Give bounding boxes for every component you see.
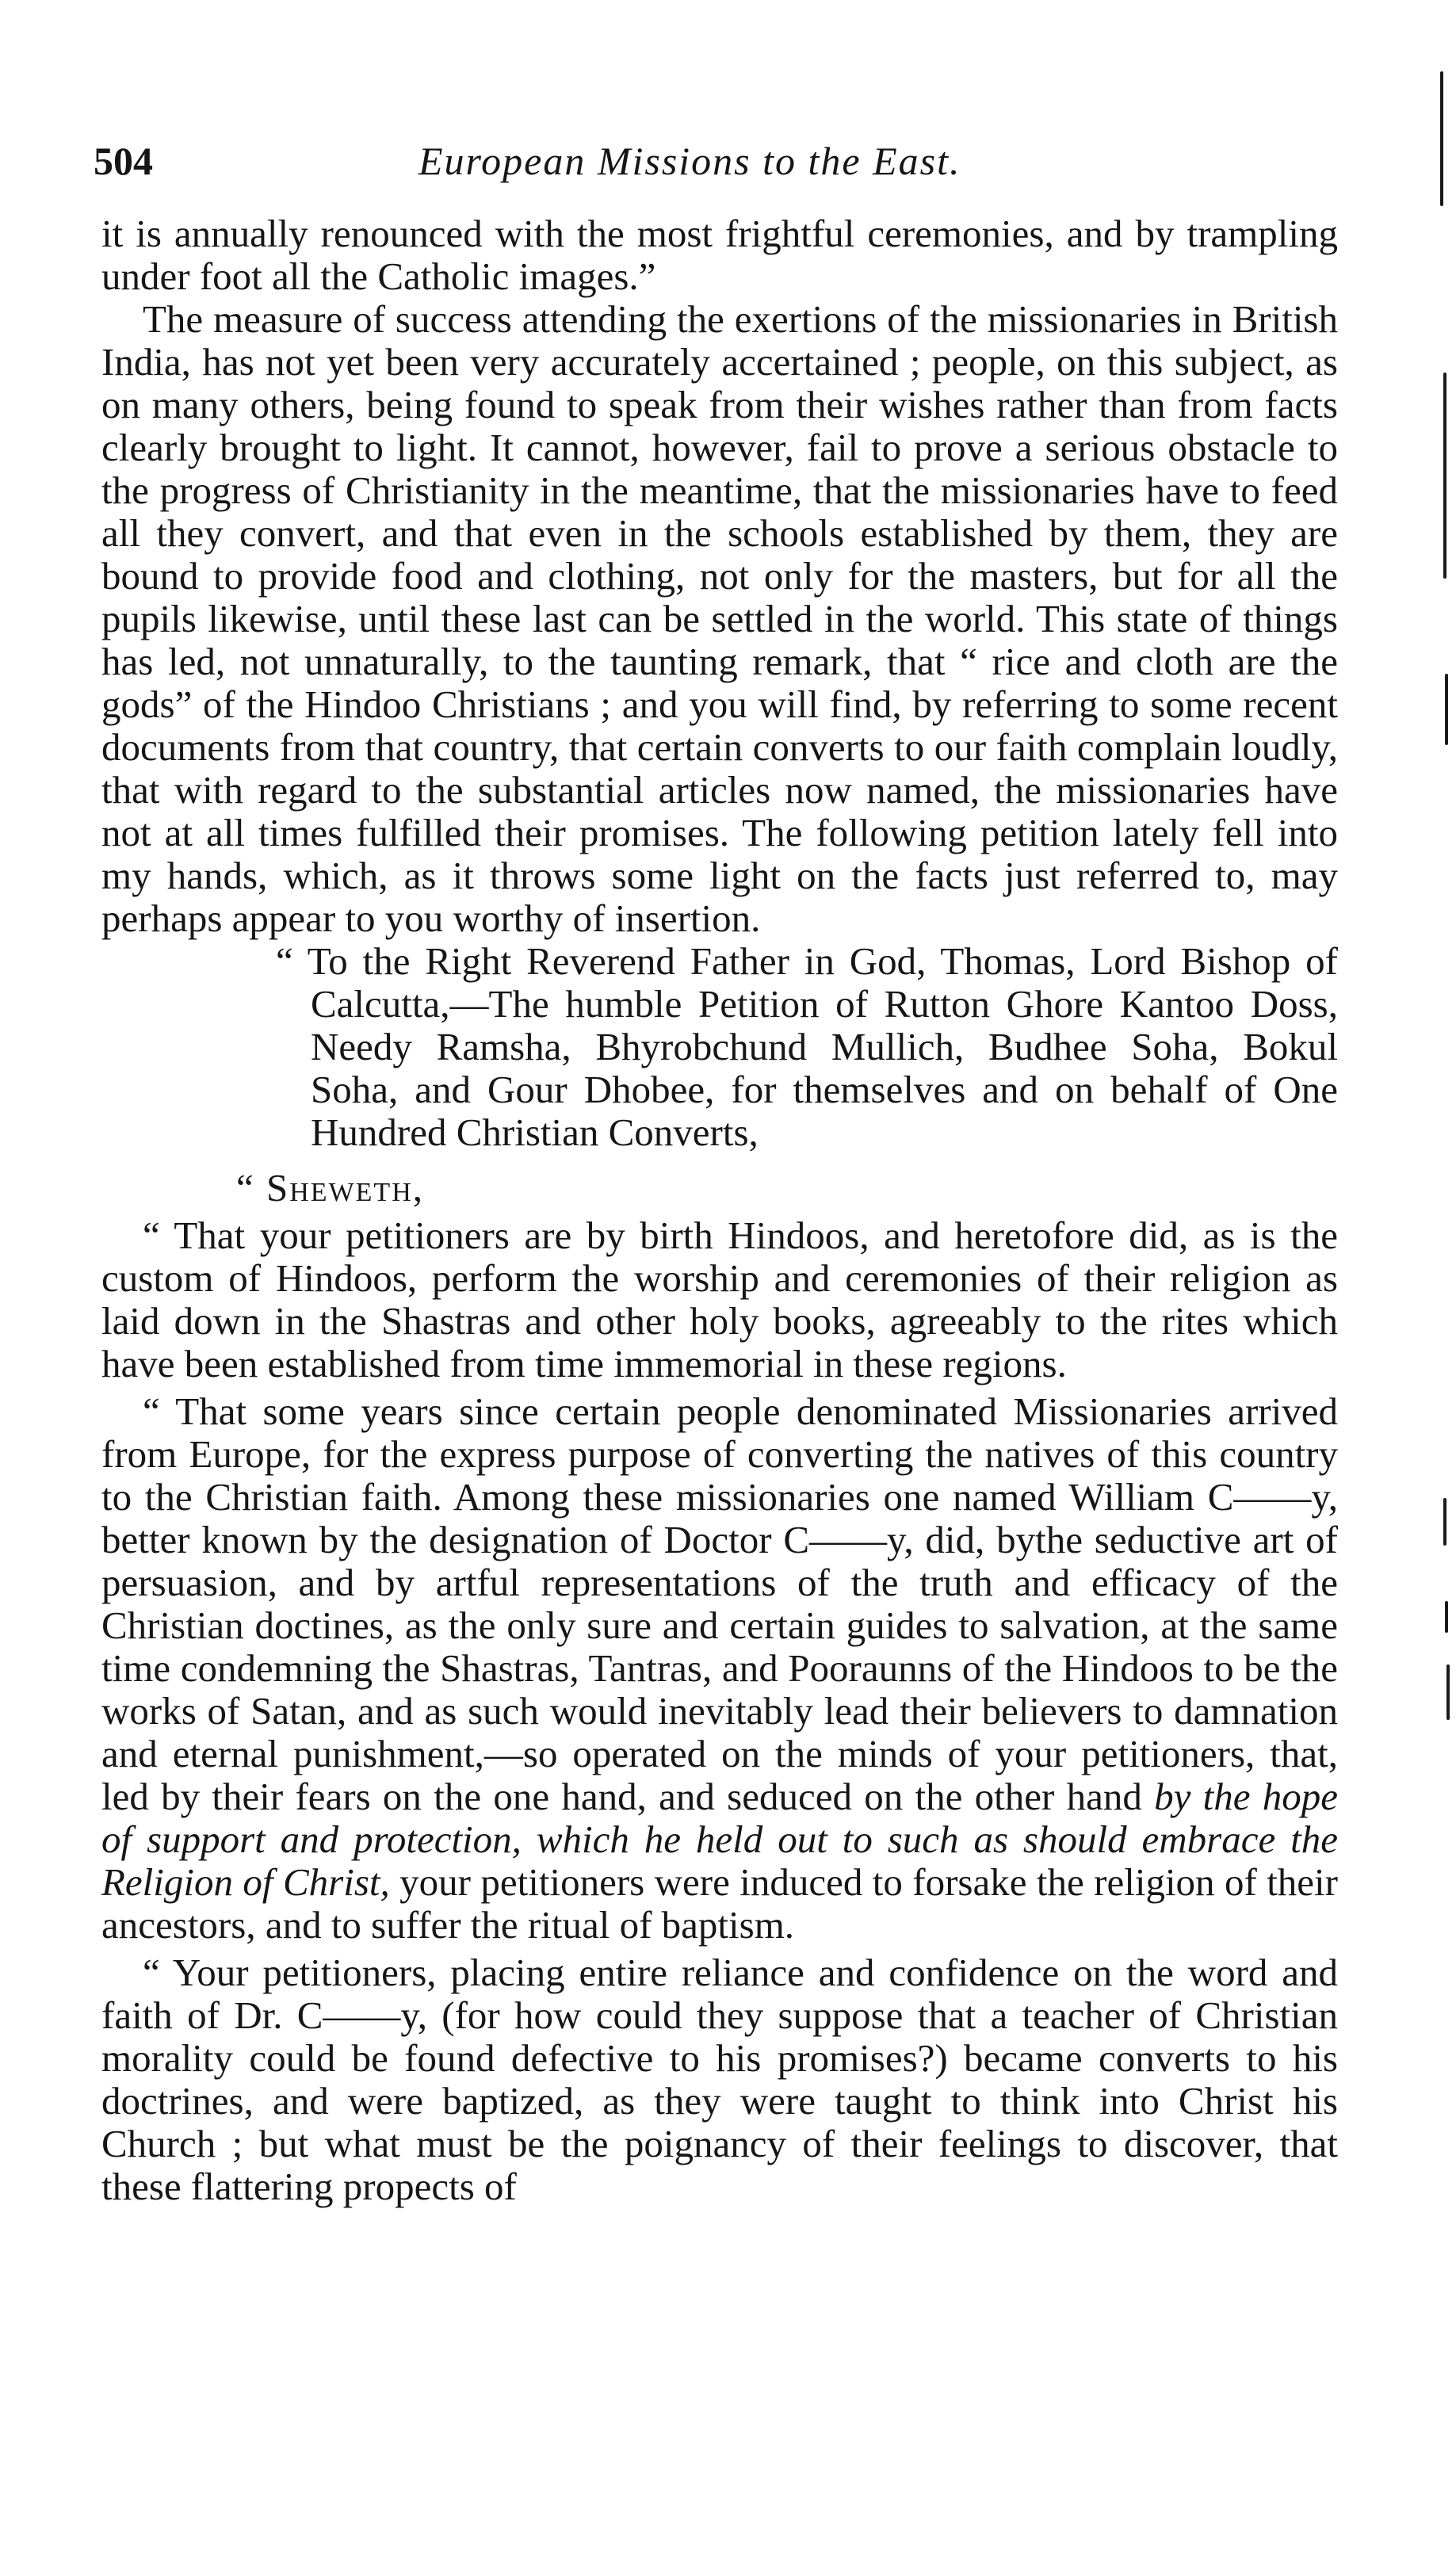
petition-italic-text: by the hope of support and protection, which he held out to such as should embrace the Religion of Christ, [101, 1775, 1338, 1904]
body-text [101, 212, 1338, 2208]
petition-sheweth: “ Sheweth, [236, 1166, 425, 1210]
paragraph: it is annually renounced with the most frightful ceremonies, and by trampling under foot all the Catholic images.” [101, 212, 1338, 298]
page-header [94, 133, 1330, 189]
scan-edge-mark [1440, 71, 1443, 206]
scan-edge-mark [1446, 1664, 1450, 1720]
petition-text: “ That some years since certain people denominated Missionaries arrived from Europe, for the express purpose of converting the natives of this country to the Christian faith. Among these missionaries one named William C——y, better known by the designation of Doctor C——y, did, bythe seductive art of persuasion, and by artful representations of the truth and efficacy of the Christian doctines, as the only sure and certain guides to salvation, at the same time condemning the Shastras, Tantras, and Pooraunns of the Hindoos to be the works of Satan, and as such would inevitably lead their believers to damnation and eternal punishment,—so operated on the minds of your petitioners, that, led by their fears on the one hand, and seduced on the other hand [101, 1389, 1338, 1818]
petition-text: your petitioners were induced to forsake the religion of their ancestors, and to suffer the ritual of baptism. [101, 1860, 1338, 1947]
running-title: European Missions to the East. [418, 139, 961, 183]
petition [101, 940, 1338, 2208]
scan-edge-mark [1445, 674, 1448, 745]
scan-edge-mark [1443, 373, 1446, 579]
scan-edge-mark [1443, 1498, 1446, 1546]
page-number: 504 [94, 139, 153, 183]
paragraph: The measure of success attending the exertions of the missionaries in British India, has not yet been very accurately accertained ; people, on this subject, as on many others, being found to speak from their wishes rather than from facts clearly brought to light. It cannot, however, fail to prove a serious obstacle to the progress of Christianity in the meantime, that the missionaries have to feed all they convert, and that even in the schools established by them, they are bound to provide food and clothing, not only for the masters, but for all the pupils likewise, until these last can be settled in the world. This state of things has led, not unnaturally, to the taunting remark, that “ rice and cloth are the gods” of the Hindoo Christians ; and you will find, by referring to some recent documents from that country, that certain converts to our faith complain loudly, that with regard to the substantial articles now named, the missionaries have not at all times fulfilled their promises. The following petition lately fell into my hands, which, as it throws some light on the facts just referred to, may perhaps appear to you worthy of insertion. [101, 297, 1338, 940]
petition-paragraph [101, 1390, 1338, 1947]
petition-address: “ To the Right Reverend Father in God, Thomas, Lord Bishop of Calcutta,—The humble Petition of Rutton Ghore Kantoo Doss, Needy Ramsha, Bhyrobchund Mullich, Budhee Soha, Bokul Soha, and Gour Dhobee, for themselves and on behalf of One Hundred Christian Converts, [276, 939, 1338, 1154]
petition-paragraph: “ That your petitioners are by birth Hindoos, and heretofore did, as is the custom of Hindoos, perform the worship and ceremonies of their religion as laid down in the Shastras and other holy books, agreeably to the rites which have been established from time immemorial in these regions. [101, 1213, 1338, 1385]
petition-paragraph: “ Your petitioners, placing entire reliance and confidence on the word and faith of Dr. C——y, (for how could they suppose that a teacher of Christian morality could be found defective to his promises?) became converts to his doctrines, and were baptized, as they were taught to think into Christ his Church ; but what must be the poignancy of their feelings to discover, that these flattering propects of [101, 1951, 1338, 2208]
scan-edge-mark [1445, 1601, 1448, 1633]
